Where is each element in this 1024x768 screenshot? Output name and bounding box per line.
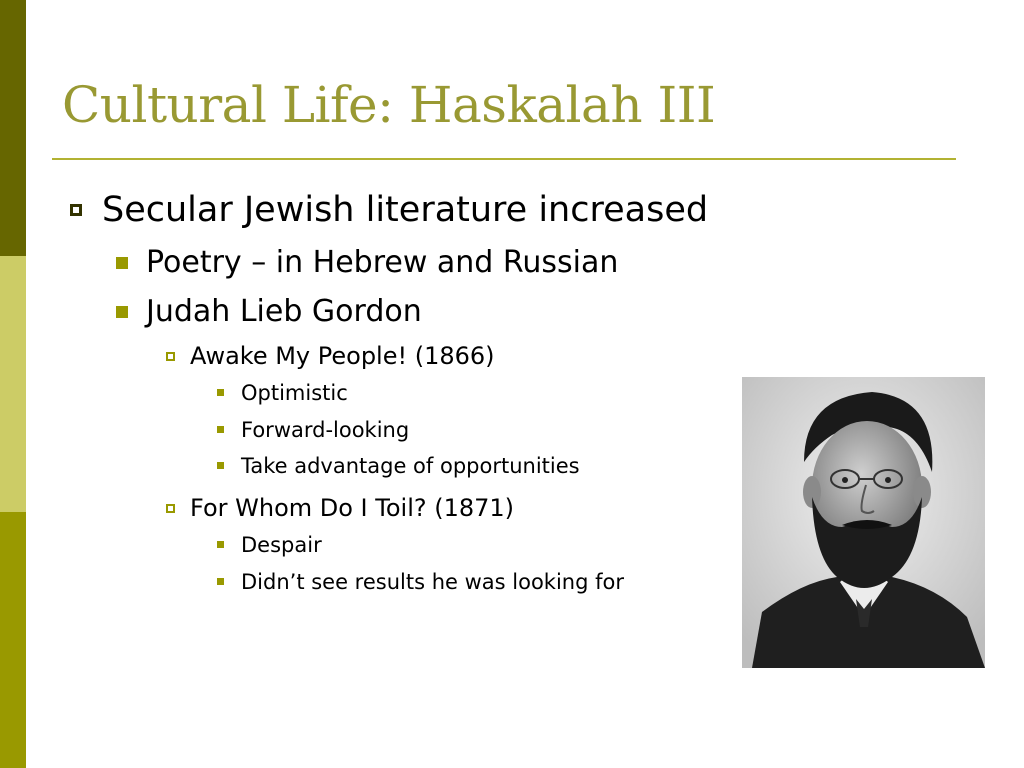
bullet-item: [146, 245, 618, 280]
square-bullet-icon: [116, 257, 128, 269]
bullet-item: [190, 342, 495, 370]
small-square-bullet-icon: [217, 389, 224, 396]
bullet-item: [241, 570, 624, 594]
bullet-text: For Whom Do I Toil? (1871): [190, 494, 515, 522]
portrait-photo: [742, 377, 985, 668]
bullet-text: Take advantage of opportunities: [241, 454, 580, 478]
small-square-bullet-icon: [217, 426, 224, 433]
bullet-item: [190, 494, 514, 522]
hollow-square-bullet-icon: [166, 504, 175, 513]
portrait-illustration: [742, 377, 985, 668]
small-square-bullet-icon: [217, 462, 224, 469]
bullet-text: Poetry – in Hebrew and Russian: [146, 245, 619, 280]
bullet-text: Didn’t see results he was looking for: [241, 570, 624, 594]
bullet-item: [241, 454, 580, 478]
bullet-text: Despair: [241, 533, 322, 557]
sidebar-middle-band: [0, 256, 26, 512]
bullet-text: Judah Lieb Gordon: [146, 294, 422, 329]
sidebar-top-band: [0, 0, 26, 256]
bullet-text: Forward-looking: [241, 418, 410, 442]
slide-title: Cultural Life: Haskalah III: [62, 76, 716, 134]
bullet-text: Optimistic: [241, 381, 348, 405]
hollow-square-bullet-icon: [166, 352, 175, 361]
square-bullet-icon: [116, 306, 128, 318]
small-square-bullet-icon: [217, 541, 224, 548]
bullet-item: [241, 418, 409, 442]
hollow-square-bullet-icon: [70, 204, 82, 216]
title-divider: [52, 158, 956, 160]
small-square-bullet-icon: [217, 578, 224, 585]
bullet-item: [241, 533, 322, 557]
bullet-item: [102, 190, 708, 230]
sidebar-bottom-band: [0, 512, 26, 768]
bullet-text: Awake My People! (1866): [190, 342, 495, 370]
bullet-item: [241, 381, 348, 405]
bullet-item: [146, 294, 422, 329]
bullet-text: Secular Jewish literature increased: [102, 190, 709, 230]
